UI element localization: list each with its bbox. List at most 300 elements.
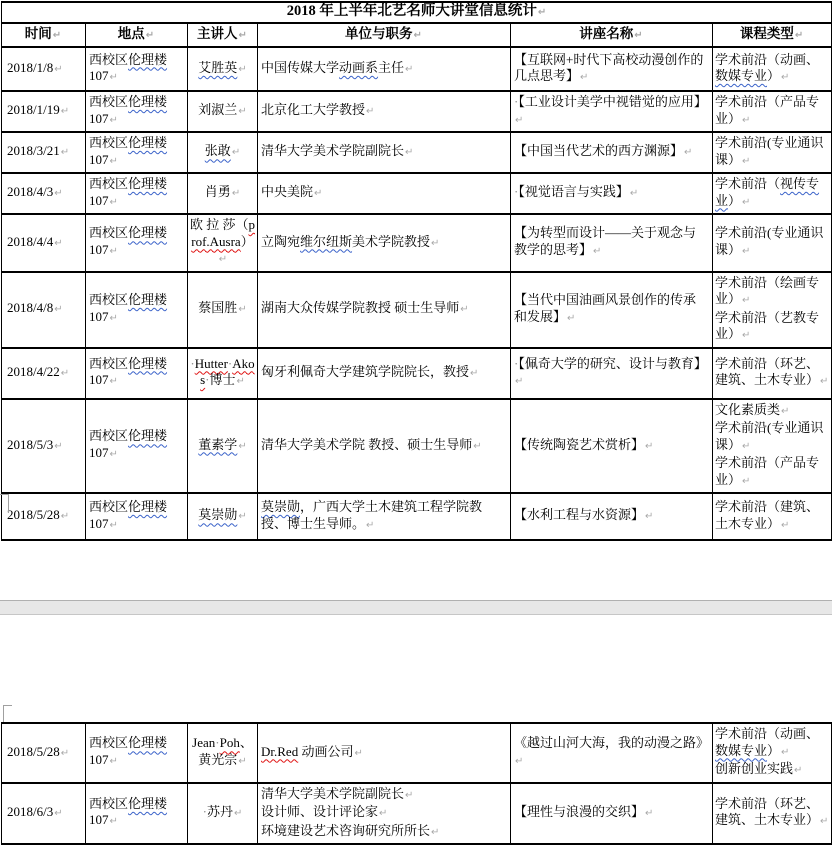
cell-affiliation[interactable] — [258, 272, 511, 348]
paragraph — [261, 102, 506, 121]
text-run: 西校区 — [89, 225, 129, 241]
cell-course-type[interactable] — [713, 783, 832, 845]
spellcheck-marked-text: 莫崇勋 — [261, 499, 301, 514]
paragraph-mark: ↵ — [238, 511, 247, 523]
paragraph — [514, 52, 708, 87]
spellcheck-marked-text: 数媒专业 — [715, 68, 768, 83]
cell-speaker[interactable] — [188, 783, 258, 845]
paragraph — [7, 234, 81, 253]
spellcheck-marked-text: 艾胜英 — [198, 59, 238, 75]
text-run: 107 — [89, 192, 109, 208]
text-run: 107 — [89, 110, 109, 126]
paragraph-mark: ↵ — [742, 330, 751, 341]
text-run: 湖南大众传媒学院教授 硕士生导师 — [261, 300, 460, 316]
paragraph — [715, 420, 830, 455]
cell-course-type[interactable] — [713, 272, 832, 348]
column-header-affiliation[interactable] — [258, 23, 511, 48]
paragraph — [261, 786, 506, 805]
paragraph-mark: ↵ — [431, 826, 440, 838]
spellcheck-marked-text: 莫崇勋 — [198, 507, 238, 523]
cell-location[interactable] — [86, 173, 188, 214]
spellcheck-marked-text: 董素学 — [198, 436, 238, 452]
text-run: 肖勇 — [204, 184, 231, 200]
paragraph — [89, 499, 183, 534]
paragraph — [715, 225, 830, 260]
paragraph — [190, 507, 255, 526]
paragraph-mark: ↵ — [145, 29, 155, 41]
paragraph-mark: ↵ — [109, 155, 118, 167]
cell-speaker[interactable] — [188, 399, 258, 494]
table-row — [2, 348, 832, 399]
paragraph-mark: ↵ — [781, 746, 790, 758]
text-run: 【中国当代艺术的西方渊源】 — [514, 143, 684, 159]
cell-lecture-title[interactable] — [511, 272, 713, 348]
paragraph-mark: ↵ — [238, 755, 247, 767]
formatting-mark: · — [227, 355, 233, 371]
paragraph-mark: ↵ — [580, 72, 589, 83]
cell-course-type[interactable] — [713, 493, 832, 540]
text-run: 西校区 — [89, 735, 129, 751]
text-run: 《越过山河大海，我的动漫之路》 — [514, 735, 710, 751]
paragraph — [715, 356, 830, 391]
column-header-label: 地点 — [117, 25, 145, 41]
table-row — [2, 132, 832, 173]
paragraph — [261, 143, 506, 162]
text-run: 清华大学美术学院 教授、硕士生导师 — [261, 436, 473, 452]
cell-course-type[interactable] — [713, 47, 832, 91]
paragraph-mark: ↵ — [231, 147, 241, 159]
text-run: 【佩奇大学的研究、设计与教育】 — [518, 355, 707, 371]
paragraph — [715, 176, 830, 211]
spellcheck-marked-text: 视传专业 — [715, 176, 820, 208]
cell-time[interactable] — [2, 47, 86, 91]
cell-time[interactable] — [2, 91, 86, 132]
paragraph — [261, 184, 506, 203]
text-run: 【为转型而设计——关于观念与教学的思考】 — [514, 225, 697, 257]
cell-affiliation[interactable] — [258, 783, 511, 845]
paragraph — [715, 402, 830, 421]
paragraph — [89, 135, 183, 170]
paragraph — [190, 735, 255, 770]
text-run: 107 — [89, 241, 109, 257]
paragraph — [514, 804, 708, 823]
spellcheck-marked-text: 伦理楼 — [128, 795, 168, 811]
paragraph — [190, 60, 255, 79]
paragraph-mark: ↵ — [109, 448, 118, 460]
cell-affiliation[interactable] — [258, 47, 511, 91]
paragraph — [7, 184, 81, 203]
paragraph-mark: ↵ — [515, 755, 524, 767]
cell-lecture-title[interactable] — [511, 783, 713, 845]
text-run: 北京化工大学教授 — [261, 102, 366, 118]
text-run: 西校区 — [89, 355, 129, 371]
cell-time[interactable] — [2, 214, 86, 272]
cell-affiliation[interactable] — [258, 493, 511, 540]
paragraph-mark: ↵ — [537, 7, 547, 18]
column-header-time[interactable] — [2, 23, 86, 48]
cell-course-type[interactable] — [713, 348, 832, 399]
spellcheck-marked-text: 伦理楼 — [128, 135, 168, 150]
paragraph — [89, 292, 183, 327]
paragraph — [715, 761, 830, 780]
paragraph-mark: ↵ — [60, 106, 70, 118]
table-row — [2, 723, 832, 783]
text-run: 环境建设艺术咨询研究所所长 — [261, 822, 431, 838]
text-run: 【当代中国油画风景创作的传承和发展】 — [514, 292, 697, 324]
cell-time[interactable] — [2, 132, 86, 173]
text-run: 学术前沿（建筑、土木专业） — [715, 499, 820, 531]
paragraph — [7, 744, 81, 763]
cell-lecture-title[interactable] — [511, 399, 713, 494]
cell-affiliation[interactable] — [258, 348, 511, 399]
text-run: 【理性与浪漫的交织】 — [514, 804, 645, 819]
text-run: 学术前沿（动画、 — [715, 726, 820, 741]
text-run: 立陶宛 — [261, 233, 301, 249]
paragraph-mark: ↵ — [109, 114, 118, 126]
paragraph-mark: ↵ — [742, 196, 751, 208]
paragraph-mark: ↵ — [218, 254, 228, 265]
text-run: 匈牙利佩奇大学建筑学院院长，教授 — [261, 363, 470, 379]
paragraph — [190, 143, 255, 162]
paragraph-mark: ↵ — [794, 29, 804, 41]
paragraph — [715, 499, 830, 534]
text-run: 107 — [89, 68, 109, 83]
text-run: ，广西大学土木建筑工程学院教授、博士生导师。 — [261, 499, 483, 531]
column-header-speaker[interactable] — [188, 23, 258, 48]
column-header-lecture-title[interactable] — [511, 23, 713, 48]
text-run: 2018/5/28 — [7, 507, 60, 523]
paragraph-mark: ↵ — [109, 755, 118, 767]
paragraph — [7, 507, 81, 526]
paragraph — [514, 507, 708, 526]
cell-speaker[interactable] — [188, 91, 258, 132]
paragraph — [715, 726, 830, 761]
paragraph-mark: ↵ — [431, 237, 440, 249]
paragraph-mark: ↵ — [820, 816, 829, 828]
cell-affiliation[interactable] — [258, 214, 511, 272]
paragraph — [514, 225, 708, 260]
paragraph-mark: ↵ — [645, 511, 654, 523]
paragraph — [514, 94, 708, 129]
paragraph — [514, 437, 708, 456]
text-run: 107 — [89, 812, 109, 828]
cell-location[interactable] — [86, 723, 188, 783]
paragraph — [261, 499, 506, 534]
table-row — [2, 783, 832, 845]
paragraph-mark: ↵ — [54, 237, 63, 249]
paragraph-mark: ↵ — [742, 475, 751, 487]
text-run: 学术前沿（产品专业） — [715, 94, 820, 126]
paragraph — [7, 60, 81, 79]
column-header-course-type[interactable] — [713, 23, 832, 48]
spellcheck-marked-text: 伦理楼 — [128, 292, 168, 307]
cell-affiliation[interactable] — [258, 399, 511, 494]
text-run: ） — [728, 192, 742, 208]
text-run: 、黄光宗 — [198, 735, 253, 767]
text-run: 西校区 — [89, 176, 129, 191]
cell-location[interactable] — [86, 348, 188, 399]
cell-speaker[interactable] — [188, 214, 258, 272]
paragraph-mark: ↵ — [684, 147, 693, 159]
formatting-mark: · — [514, 355, 519, 371]
paragraph — [261, 300, 506, 319]
paragraph — [514, 356, 708, 391]
cell-speaker[interactable] — [188, 272, 258, 348]
text-run: 西校区 — [89, 94, 129, 109]
cell-location[interactable] — [86, 783, 188, 845]
text-run: 西校区 — [89, 795, 129, 811]
paragraph-mark: ↵ — [405, 789, 414, 801]
cell-lecture-title[interactable] — [511, 47, 713, 91]
text-run: 学术前沿(专业通识课） — [715, 420, 824, 452]
table-row — [2, 493, 832, 540]
paragraph — [7, 300, 81, 319]
formatting-mark: · — [190, 355, 195, 371]
table-header-row — [2, 23, 832, 48]
paragraph-mark: ↵ — [781, 405, 790, 417]
paragraph — [261, 60, 506, 79]
cell-affiliation[interactable] — [258, 91, 511, 132]
text-run: 中国传媒大学 — [261, 59, 340, 75]
paragraph-mark: ↵ — [460, 304, 469, 316]
paragraph-mark: ↵ — [109, 196, 118, 208]
spellcheck-marked-text: prof.Ausra — [191, 217, 256, 249]
paragraph-mark: ↵ — [238, 29, 247, 41]
cell-course-type[interactable] — [713, 723, 832, 783]
paragraph-mark: ↵ — [645, 440, 654, 452]
paragraph — [190, 102, 255, 121]
cell-location[interactable] — [86, 91, 188, 132]
spellcheck-marked-text: Dr.Red — [261, 743, 299, 759]
formatting-mark: · — [215, 735, 220, 751]
cell-location[interactable] — [86, 399, 188, 494]
paragraph-mark: ↵ — [742, 245, 751, 257]
text-run: 【视觉语言与实践】 — [518, 184, 629, 200]
cell-location[interactable] — [86, 47, 188, 91]
paragraph-mark: ↵ — [742, 440, 751, 452]
spellcheck-marked-text: Poh — [219, 735, 240, 751]
spellcheck-marked-text: 数媒专业 — [715, 742, 768, 758]
paragraph — [7, 804, 81, 823]
cell-lecture-title[interactable] — [511, 132, 713, 173]
paragraph — [514, 735, 708, 770]
text-run: ） — [240, 233, 254, 249]
formatting-mark: · — [205, 372, 210, 387]
paragraph — [715, 455, 830, 490]
cell-speaker[interactable] — [188, 47, 258, 91]
text-run: 2018/5/3 — [7, 436, 54, 452]
cell-lecture-title[interactable] — [511, 348, 713, 399]
page-break-separator — [0, 600, 832, 615]
text-run: 【互联网+时代下高校动漫创作的几点思考】 — [514, 51, 704, 83]
column-header-location[interactable] — [86, 23, 188, 48]
text-run: 107 — [89, 151, 109, 167]
paragraph-mark: ↵ — [781, 72, 790, 83]
paragraph-mark: ↵ — [109, 519, 118, 531]
paragraph-mark: ↵ — [794, 765, 803, 776]
paragraph-mark: ↵ — [238, 63, 247, 75]
cell-course-type[interactable] — [713, 91, 832, 132]
paragraph-mark: ↵ — [593, 245, 602, 257]
spellcheck-marked-text: 伦理楼 — [128, 499, 168, 514]
paragraph — [7, 102, 81, 121]
cell-time[interactable] — [2, 723, 86, 783]
cell-speaker[interactable] — [188, 132, 258, 173]
table-title[interactable] — [2, 2, 832, 23]
paragraph-mark: ↵ — [54, 188, 63, 200]
cell-time[interactable] — [2, 493, 86, 540]
column-header-label: 课程类型 — [739, 25, 794, 41]
text-run: 西校区 — [89, 51, 129, 67]
text-run: 学术前沿（产品专业） — [715, 455, 820, 487]
text-run: 2018/6/3 — [7, 804, 54, 819]
cell-time[interactable] — [2, 272, 86, 348]
cell-speaker[interactable] — [188, 173, 258, 214]
paragraph — [190, 184, 255, 203]
cell-time[interactable] — [2, 783, 86, 845]
paragraph-mark: ↵ — [413, 29, 422, 41]
paragraph-mark: ↵ — [470, 367, 479, 379]
text-run: 2018/3/21 — [7, 143, 60, 159]
cell-time[interactable] — [2, 348, 86, 399]
text-run: 刘淑兰 — [198, 102, 238, 118]
table-corner-mark — [0, 494, 9, 513]
paragraph-mark: ↵ — [54, 808, 63, 819]
cell-time[interactable] — [2, 173, 86, 214]
lecture-stats-table-page2 — [1, 722, 832, 845]
paragraph-mark: ↵ — [238, 106, 247, 118]
paragraph — [7, 364, 81, 383]
paragraph-mark: ↵ — [109, 816, 118, 828]
text-run: 2018/4/4 — [7, 233, 54, 249]
paragraph — [89, 52, 183, 87]
spellcheck-marked-text: 张敢 — [204, 143, 231, 159]
cell-lecture-title[interactable] — [511, 214, 713, 272]
paragraph — [261, 744, 506, 763]
text-run: 2018/1/8 — [7, 59, 54, 75]
cell-course-type[interactable] — [713, 132, 832, 173]
cell-speaker[interactable] — [188, 723, 258, 783]
paragraph-mark: ↵ — [354, 747, 363, 759]
paragraph-mark: ↵ — [233, 808, 243, 819]
spellcheck-marked-text: 动画系 — [339, 59, 379, 75]
paragraph — [190, 217, 255, 269]
cell-lecture-title[interactable] — [511, 493, 713, 540]
text-run: 2018/4/8 — [7, 300, 54, 316]
cell-time[interactable] — [2, 399, 86, 494]
paragraph-mark: ↵ — [629, 188, 639, 200]
paragraph-mark: ↵ — [60, 747, 70, 759]
cell-affiliation[interactable] — [258, 132, 511, 173]
cell-affiliation[interactable] — [258, 173, 511, 214]
text-run: 欧 拉 莎（ — [190, 217, 249, 232]
cell-speaker[interactable] — [188, 493, 258, 540]
text-run: 西校区 — [89, 499, 129, 514]
text-run: 2018/4/22 — [7, 363, 60, 379]
text-run: 文化素质类 — [715, 401, 781, 417]
paragraph — [261, 804, 506, 823]
paragraph — [89, 735, 183, 770]
paragraph-mark: ↵ — [60, 367, 70, 379]
text-run: 主任 — [378, 59, 405, 75]
text-run: 【传统陶瓷艺术赏析】 — [514, 436, 645, 452]
spellcheck-marked-text: 伦理楼 — [128, 428, 168, 444]
paragraph-mark: ↵ — [515, 114, 524, 126]
cell-course-type[interactable] — [713, 173, 832, 214]
cell-course-type[interactable] — [713, 399, 832, 494]
paragraph — [715, 310, 830, 345]
text-run: 苏丹 — [206, 804, 233, 819]
paragraph-mark: ↵ — [109, 245, 118, 257]
paragraph-mark: ↵ — [54, 63, 63, 75]
cell-location[interactable] — [86, 214, 188, 272]
text-run: 蔡国胜 — [198, 300, 238, 316]
cell-speaker[interactable] — [188, 348, 258, 399]
spellcheck-marked-text: 伦理楼 — [128, 225, 168, 241]
paragraph — [715, 52, 830, 87]
text-run: 107 — [89, 751, 109, 767]
table-row — [2, 214, 832, 272]
paragraph-mark: ↵ — [231, 188, 241, 200]
text-run: 西校区 — [89, 135, 129, 150]
paragraph-mark: ↵ — [60, 511, 70, 523]
paragraph — [89, 428, 183, 463]
table-title-row — [2, 2, 832, 23]
cell-location[interactable] — [86, 493, 188, 540]
text-run: 学术前沿（动画、 — [715, 51, 820, 67]
paragraph-mark: ↵ — [742, 295, 751, 306]
paragraph-mark: ↵ — [645, 808, 654, 819]
cell-location[interactable] — [86, 272, 188, 348]
spellcheck-marked-text: 伦理楼 — [128, 94, 168, 109]
paragraph-mark: ↵ — [634, 29, 643, 41]
paragraph-mark: ↵ — [366, 519, 375, 531]
text-run: Jean — [192, 735, 216, 751]
table-title-text: 2018 年上半年北艺名师大讲堂信息统计 — [286, 3, 537, 19]
cell-lecture-title[interactable] — [511, 173, 713, 214]
paragraph-mark: ↵ — [820, 376, 829, 387]
cell-location[interactable] — [86, 132, 188, 173]
paragraph — [190, 437, 255, 456]
formatting-mark: · — [202, 804, 207, 819]
spellcheck-marked-text: 伦理楼 — [128, 355, 168, 371]
column-header-label: 主讲人 — [197, 25, 238, 41]
paragraph — [715, 275, 830, 310]
text-run: 107 — [89, 308, 109, 324]
cell-course-type[interactable] — [713, 214, 832, 272]
paragraph-mark: ↵ — [60, 147, 70, 159]
table-row — [2, 47, 832, 91]
paragraph-mark: ↵ — [366, 106, 375, 118]
formatting-mark: · — [514, 184, 519, 200]
text-run: 学术前沿（艺教专业） — [715, 309, 820, 341]
paragraph — [89, 356, 183, 391]
paragraph — [190, 300, 255, 319]
table-row — [2, 399, 832, 494]
cell-lecture-title[interactable] — [511, 723, 713, 783]
table-row — [2, 272, 832, 348]
text-run: 学术前沿(专业通识课） — [715, 225, 824, 257]
spellcheck-marked-text: 伦理楼 — [128, 735, 168, 751]
cell-affiliation[interactable] — [258, 723, 511, 783]
paragraph-mark: ↵ — [781, 519, 790, 531]
cell-lecture-title[interactable] — [511, 91, 713, 132]
text-run: 学术前沿（绘画专业） — [715, 274, 820, 306]
paragraph-mark: ↵ — [742, 114, 751, 126]
text-run: 设计师、设计评论家 — [261, 804, 379, 819]
text-run: 动画公司 — [298, 743, 354, 759]
paragraph-mark: ↵ — [54, 440, 63, 452]
